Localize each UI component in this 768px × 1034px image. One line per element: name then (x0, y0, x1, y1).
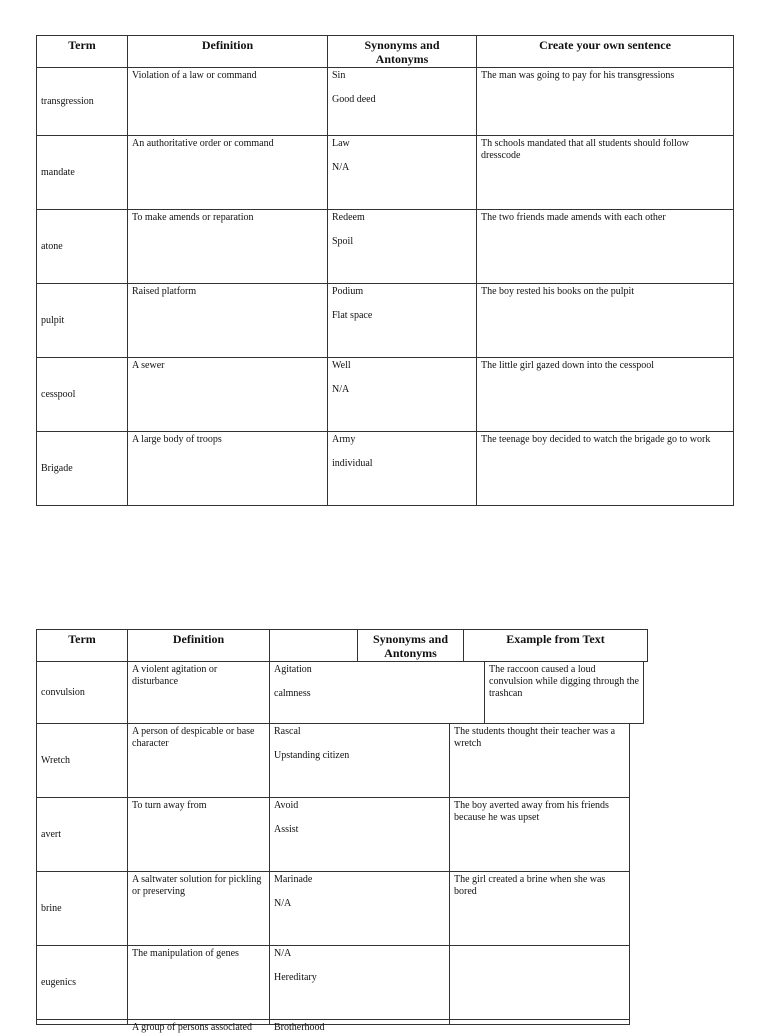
example-cell (449, 945, 630, 1020)
definition-cell: Violation of a law or command (127, 67, 328, 136)
definition-cell: A large body of troops (127, 431, 328, 506)
synonym-antonym-cell (269, 871, 450, 946)
term-cell: Wretch (36, 723, 128, 798)
synonym-text: N/A (274, 948, 292, 959)
example-cell: The raccoon caused a loud convulsion while digging through the trashcan (484, 661, 644, 724)
synonym-antonym-cell (269, 1019, 450, 1033)
term-cell: brine (36, 871, 128, 946)
header-definition: Definition (127, 629, 270, 662)
example-cell: The boy averted away from his friends because he was upset (449, 797, 630, 872)
term-cell: Brigade (36, 431, 128, 506)
header-blank (269, 629, 358, 662)
term-cell: transgression (36, 67, 128, 136)
definition-cell: The manipulation of genes (127, 945, 270, 1020)
term-cell: convulsion (36, 661, 128, 724)
term-cell: atone (36, 209, 128, 284)
antonym-text: Upstanding citizen (274, 750, 350, 761)
header-definition: Definition (127, 35, 328, 68)
definition-cell: A person of despicable or base character (127, 723, 270, 798)
synonym-text: Brotherhood (274, 1022, 325, 1033)
definition-cell: To make amends or reparation (127, 209, 328, 284)
sentence-cell: The teenage boy decided to watch the brigade go to work (476, 431, 734, 506)
antonym-text: calmness (274, 688, 311, 699)
antonym-text: Good deed (332, 94, 376, 105)
term-cell: cesspool (36, 357, 128, 432)
sentence-cell: The man was going to pay for his transgressions (476, 67, 734, 136)
sentence-cell: The two friends made amends with each other (476, 209, 734, 284)
synonym-text: Avoid (274, 800, 299, 811)
header-example-from-text: Example from Text (463, 629, 648, 662)
header-synonyms-antonyms: Synonyms and Antonyms (327, 35, 477, 68)
synonym-text: Sin (332, 70, 346, 81)
antonym-text: Spoil (332, 236, 354, 247)
header-synonyms-antonyms: Synonyms and Antonyms (357, 629, 464, 662)
synonym-text: Army (332, 434, 356, 445)
synonym-antonym-cell (269, 945, 450, 1020)
synonym-text: Marinade (274, 874, 313, 885)
example-cell: The students thought their teacher was a wretch (449, 723, 630, 798)
header-term: Term (36, 629, 128, 662)
header-term: Term (36, 35, 128, 68)
header-own-sentence: Create your own sentence (476, 35, 734, 68)
antonym-text: N/A (332, 162, 350, 173)
sentence-cell: Th schools mandated that all students should follow dresscode (476, 135, 734, 210)
synonym-antonym-cell (327, 283, 477, 358)
term-cell: pulpit (36, 283, 128, 358)
synonym-text: Rascal (274, 726, 301, 737)
synonym-antonym-cell (269, 723, 450, 798)
definition-cell: Raised platform (127, 283, 328, 358)
antonym-text: N/A (274, 898, 292, 909)
definition-cell: A sewer (127, 357, 328, 432)
synonym-antonym-cell (269, 661, 485, 724)
term-cell: eugenics (36, 945, 128, 1020)
sentence-cell: The little girl gazed down into the cesspool (476, 357, 734, 432)
example-cell: The girl created a brine when she was bored (449, 871, 630, 946)
definition-cell: An authoritative order or command (127, 135, 328, 210)
synonym-antonym-cell (327, 67, 477, 136)
synonym-antonym-cell (327, 135, 477, 210)
definition-cell: A saltwater solution for pickling or preserving (127, 871, 270, 946)
synonym-antonym-cell (269, 797, 450, 872)
term-cell: mandate (36, 135, 128, 210)
term-cell: avert (36, 797, 128, 872)
term-cell (36, 1019, 128, 1025)
antonym-text: Flat space (332, 310, 373, 321)
synonym-text: Agitation (274, 664, 312, 675)
synonym-antonym-cell (327, 431, 477, 506)
synonym-text: Redeem (332, 212, 365, 223)
antonym-text: Assist (274, 824, 299, 835)
example-cell (449, 1019, 630, 1025)
synonym-text: Podium (332, 286, 364, 297)
definition-cell: A violent agitation or disturbance (127, 661, 270, 724)
definition-cell: A group of persons associated (127, 1019, 270, 1025)
synonym-antonym-cell (327, 209, 477, 284)
sentence-cell: The boy rested his books on the pulpit (476, 283, 734, 358)
antonym-text: Hereditary (274, 972, 317, 983)
synonym-text: Well (332, 360, 351, 371)
antonym-text: individual (332, 458, 373, 469)
synonym-antonym-cell (327, 357, 477, 432)
synonym-text: Law (332, 138, 350, 149)
antonym-text: N/A (332, 384, 350, 395)
definition-cell: To turn away from (127, 797, 270, 872)
